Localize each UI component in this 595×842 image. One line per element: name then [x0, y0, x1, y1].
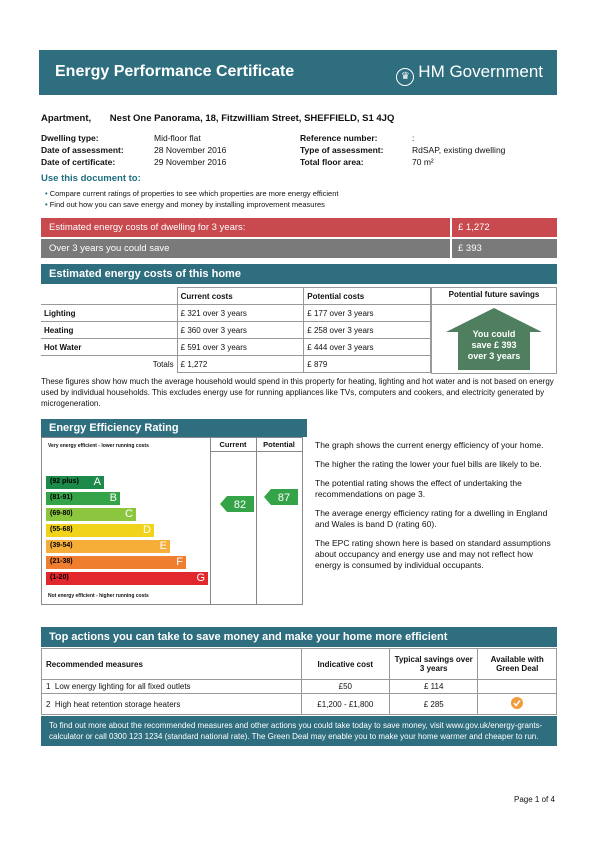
dwelling-type-value: Mid-floor flat — [154, 133, 201, 143]
measure-green-deal — [478, 694, 557, 715]
table-row — [41, 305, 431, 322]
band-letter: E — [159, 540, 167, 552]
costs-note: These figures show how much the average household would spend in this property for heating, lighting and hot water and is not based on energy used by individual households. This excludes energy use for running appliances like TVs, computers and cookers, and electricity generated by microgeneration. — [41, 377, 554, 408]
measure-cost: £1,200 - £1,800 — [301, 694, 389, 715]
cost-row-label: Hot Water — [41, 339, 177, 356]
rating-band-f — [46, 556, 186, 569]
use-doc-heading: Use this document to: — [41, 173, 141, 184]
total-current: £ 1,272 — [177, 356, 304, 373]
band-range: (92 plus) — [50, 478, 79, 485]
cost-current: £ 321 over 3 years — [177, 305, 304, 322]
rating-band-a — [46, 476, 104, 489]
col-indicative-cost: Indicative cost — [301, 649, 389, 680]
estimated-costs-bar — [41, 218, 557, 237]
rating-top-note: Very energy efficient - lower running costs — [48, 443, 149, 449]
rating-chart — [41, 437, 303, 605]
savings-label: Over 3 years you could save — [49, 243, 170, 254]
band-range: (69-80) — [50, 510, 73, 517]
col-current-costs: Current costs — [177, 288, 304, 305]
date-assessment-value: 28 November 2016 — [154, 145, 227, 155]
type-assessment-value: RdSAP, existing dwelling — [412, 145, 506, 155]
measure-savings: £ 114 — [390, 680, 478, 694]
floor-area-value: 70 m² — [412, 157, 434, 167]
reference-label: Reference number: — [300, 133, 378, 143]
actions-footer: To find out more about the recommended measures and other actions you could take today to save money, visit www.gov.uk/energy-grants-calculator or call 0300 123 1234 (standard national rate). The Green Deal may enable you to make your home warmer and cheaper to run. — [41, 716, 557, 746]
page-number: Page 1 of 4 — [514, 795, 555, 804]
estimated-costs-value: £ 1,272 — [450, 218, 568, 237]
band-letter: A — [93, 476, 101, 488]
measure-savings: £ 285 — [390, 694, 478, 715]
band-letter: D — [143, 524, 151, 536]
certificate-title: Energy Performance Certificate — [55, 63, 295, 80]
date-assessment-label: Date of assessment: — [41, 145, 124, 155]
rating-paragraph: The higher the rating the lower your fuel bills are likely to be. — [315, 459, 542, 469]
details-left — [41, 132, 301, 168]
measure-number: 2 — [46, 699, 51, 709]
table-row — [41, 339, 431, 356]
costs-table — [41, 287, 431, 373]
rating-heading: Energy Efficiency Rating — [41, 419, 307, 437]
measure-cost: £50 — [301, 680, 389, 694]
rating-band-c — [46, 508, 136, 521]
band-letter: C — [125, 508, 133, 520]
table-row — [41, 322, 431, 339]
use-doc-item: • Compare current ratings of properties to see which properties are more energy efficient — [45, 189, 555, 198]
cost-potential: £ 258 over 3 years — [304, 322, 431, 339]
rating-band-e — [46, 540, 170, 553]
rating-band-b — [46, 492, 120, 505]
col-green-deal: Available with Green Deal — [478, 649, 557, 680]
future-savings-box — [431, 287, 557, 374]
current-rating-arrow — [220, 496, 254, 512]
band-range: (55-68) — [50, 526, 73, 533]
estimated-costs-label: Estimated energy costs of dwelling for 3 years: — [49, 222, 246, 233]
actions-table — [41, 648, 557, 715]
rating-band-g — [46, 572, 208, 585]
reference-value: : — [412, 133, 415, 143]
floor-area-label: Total floor area: — [300, 157, 364, 167]
band-range: (21-38) — [50, 558, 73, 565]
use-doc-item: • Find out how you can save energy and money by installing improvement measures — [45, 200, 555, 209]
totals-label: Totals — [152, 359, 174, 369]
band-range: (39-54) — [50, 542, 73, 549]
table-row — [42, 680, 557, 694]
col-measures: Recommended measures — [42, 649, 302, 680]
cost-current: £ 360 over 3 years — [177, 322, 304, 339]
col-potential-rating: Potential — [263, 440, 295, 449]
actions-heading: Top actions you can take to save money and make your home more efficient — [41, 627, 557, 647]
band-letter: F — [176, 556, 183, 568]
date-certificate-value: 29 November 2016 — [154, 157, 227, 167]
cost-row-label: Lighting — [41, 305, 177, 322]
rating-paragraph: The potential rating shows the effect of undertaking the recommendations on page 3. — [315, 478, 522, 499]
measure-name: Low energy lighting for all fixed outlets — [54, 682, 191, 691]
use-doc-list — [45, 187, 555, 211]
col-potential-costs: Potential costs — [304, 288, 431, 305]
government-logo — [396, 62, 543, 86]
table-row — [41, 356, 431, 373]
dwelling-type-label: Dwelling type: — [41, 133, 99, 143]
rating-paragraph: The average energy efficiency rating for a dwelling in England and Wales is band D (rating 60). — [315, 508, 548, 529]
savings-value: £ 393 — [450, 239, 568, 258]
rating-paragraph: The EPC rating shown here is based on standard assumptions about occupancy and energy use and may not reflect how energy is consumed by individual occupants. — [315, 538, 551, 570]
costs-heading: Estimated energy costs of this home — [41, 264, 557, 284]
rating-explanation — [315, 440, 557, 579]
band-range: (1-20) — [50, 574, 69, 581]
green-deal-tick-icon — [510, 696, 524, 710]
cost-row-label: Heating — [41, 322, 177, 339]
col-typical-savings: Typical savings over 3 years — [390, 649, 478, 680]
band-letter: G — [196, 572, 205, 584]
current-rating-value: 82 — [233, 499, 247, 511]
cost-current: £ 591 over 3 years — [177, 339, 304, 356]
measure-green-deal — [478, 680, 557, 694]
crest-icon: ♛ — [396, 68, 414, 86]
cost-potential: £ 177 over 3 years — [304, 305, 431, 322]
date-certificate-label: Date of certificate: — [41, 157, 116, 167]
savings-arrow-text: You could save £ 393 over 3 years — [467, 329, 521, 361]
certificate-header — [39, 50, 557, 95]
type-assessment-label: Type of assessment: — [300, 145, 384, 155]
band-letter: B — [109, 492, 117, 504]
band-range: (81-91) — [50, 494, 73, 501]
address-line — [41, 113, 394, 124]
rating-band-d — [46, 524, 154, 537]
potential-rating-arrow — [264, 489, 298, 505]
col-future-savings: Potential future savings — [432, 288, 556, 305]
government-name: HM Government — [418, 62, 543, 81]
savings-bar — [41, 239, 557, 258]
measure-number: 1 — [46, 682, 51, 691]
potential-rating-value: 87 — [277, 492, 291, 504]
address-value: Nest One Panorama, 18, Fitzwilliam Street, SHEFFIELD, S1 4JQ — [109, 113, 395, 124]
col-current-rating: Current — [219, 440, 247, 449]
rating-paragraph: The graph shows the current energy efficiency of your home. — [315, 440, 544, 450]
details-right — [300, 132, 560, 168]
total-potential: £ 879 — [304, 356, 431, 373]
rating-bottom-note: Not energy efficient - higher running costs — [48, 593, 149, 599]
address-label: Apartment, — [41, 113, 92, 124]
cost-potential: £ 444 over 3 years — [304, 339, 431, 356]
measure-name: High heat retention storage heaters — [54, 699, 181, 709]
table-row — [42, 694, 557, 715]
